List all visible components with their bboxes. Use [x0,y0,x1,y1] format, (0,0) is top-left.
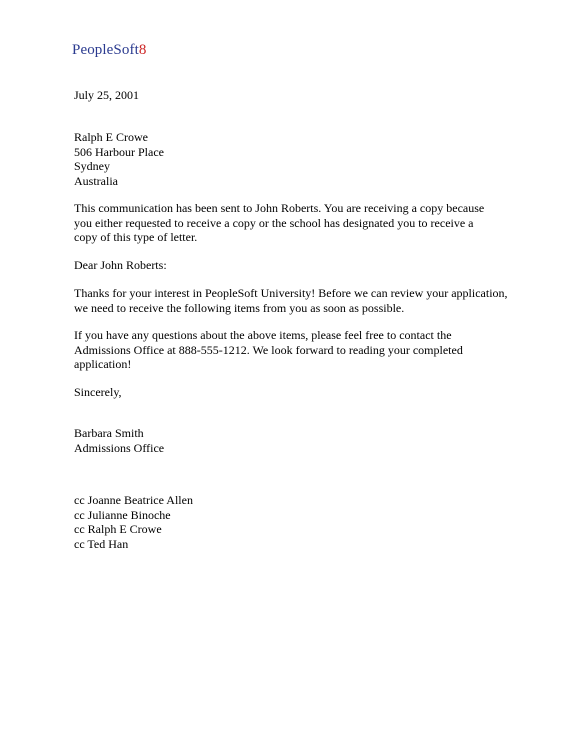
recipient-country: Australia [74,173,118,188]
body-line: we need to receive the following items from you as soon as possible. [74,300,405,315]
signature-block [74,426,164,455]
cc-list [74,493,193,551]
cc-item: cc Julianne Binoche [74,507,171,522]
cc-item: cc Ralph E Crowe [74,522,162,536]
notice-line: copy of this type of letter. [74,230,198,244]
body-line: Admissions Office at 888-555-1212. We look forward to reading your completed [74,342,463,357]
recipient-city: Sydney [74,159,110,173]
closing: Sincerely, [74,385,122,399]
signer-name: Barbara Smith [74,426,144,440]
body-paragraph-1 [74,286,508,315]
logo-number: 8 [138,42,147,58]
body-line: application! [74,357,132,371]
body-line: Thanks for your interest in PeopleSoft University! Before we can review your application, [74,286,508,300]
signer-title: Admissions Office [74,440,165,455]
peoplesoft-logo [72,41,146,59]
copy-notice-paragraph [74,201,484,245]
cc-item: cc Ted Han [74,536,129,551]
body-paragraph-2 [74,328,463,372]
recipient-name: Ralph E Crowe [74,130,148,144]
letter-date: July 25, 2001 [74,88,140,102]
body-line: If you have any questions about the above items, please feel free to contact the [74,328,452,342]
cc-item: cc Joanne Beatrice Allen [74,493,193,507]
notice-line: you either requested to receive a copy or the school has designated you to receive a [74,215,474,230]
recipient-address [74,130,164,188]
recipient-street: 506 Harbour Place [74,144,164,159]
salutation: Dear John Roberts: [74,258,167,272]
notice-line: This communication has been sent to John Roberts. You are receiving a copy because [74,201,485,215]
logo-word: PeopleSoft [72,42,139,58]
